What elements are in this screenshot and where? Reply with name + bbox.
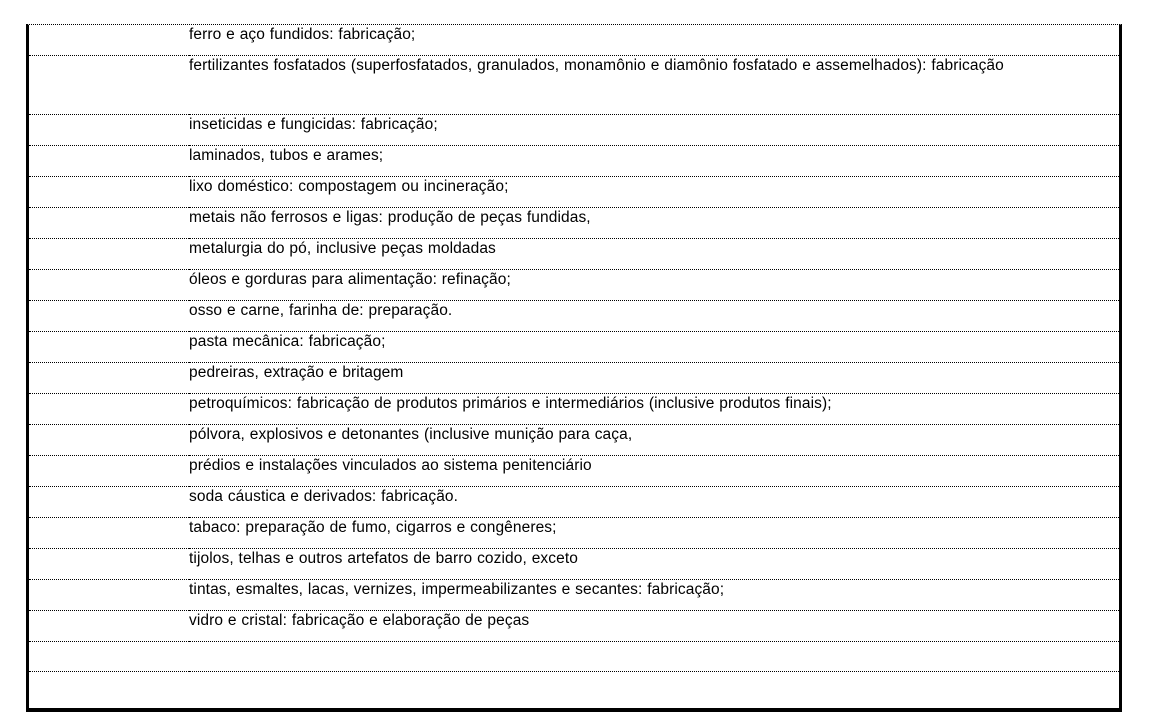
table-cell-label: [29, 56, 189, 115]
table-cell-label: [29, 332, 189, 363]
table-cell-label: [29, 487, 189, 518]
table-cell-label: [29, 146, 189, 177]
table-row: [29, 394, 1119, 425]
table-row: [29, 146, 1119, 177]
table-cell-label: [29, 115, 189, 146]
table-cell-activity: [189, 301, 1119, 332]
table-cell-label: [29, 425, 189, 456]
table-cell-activity: [189, 394, 1119, 425]
table-cell-activity: [189, 363, 1119, 394]
table-cell-label: [29, 456, 189, 487]
table-cell-label: [29, 177, 189, 208]
table-cell-label: [29, 642, 189, 672]
table-row: [29, 518, 1119, 549]
activity-text: metais não ferrosos e ligas: produção de peças fundidas,: [189, 209, 591, 226]
table-cell-label: [29, 611, 189, 642]
activity-text: osso e carne, farinha de: preparação.: [189, 302, 453, 319]
activity-text: lixo doméstico: compostagem ou incineração;: [189, 178, 509, 195]
activity-text: vidro e cristal: fabricação e elaboração de peças: [189, 612, 530, 629]
table-cell-label: [29, 363, 189, 394]
table-row: [29, 208, 1119, 239]
activity-text: tabaco: preparação de fumo, cigarros e congêneres;: [189, 519, 557, 536]
activity-text: tintas, esmaltes, lacas, vernizes, impermeabilizantes e secantes: fabricação;: [189, 581, 725, 598]
table-cell-activity: [189, 642, 1119, 672]
activity-text: laminados, tubos e arames;: [189, 147, 384, 164]
table-cell-activity: [189, 270, 1119, 301]
activity-text: pedreiras, extração e britagem: [189, 364, 404, 381]
table-cell-activity: [189, 580, 1119, 611]
table-cell-activity: [189, 56, 1119, 115]
table-cell-activity: [189, 611, 1119, 642]
table-row: [29, 332, 1119, 363]
table-cell-label: [29, 270, 189, 301]
activity-text: ferro e aço fundidos: fabricação;: [189, 26, 416, 43]
table-cell-activity: [189, 456, 1119, 487]
table-row: [29, 115, 1119, 146]
table-row: [29, 56, 1119, 115]
activities-table-body: [29, 25, 1119, 708]
table-row: [29, 642, 1119, 672]
activity-text: soda cáustica e derivados: fabricação.: [189, 488, 459, 505]
table-cell-label: [29, 549, 189, 580]
activities-table-container: [26, 24, 1122, 712]
activity-text: óleos e gorduras para alimentação: refinação;: [189, 271, 511, 288]
table-cell-activity: [189, 208, 1119, 239]
table-row: [29, 456, 1119, 487]
activity-text: metalurgia do pó, inclusive peças moldadas: [189, 240, 496, 257]
table-cell-activity: [189, 146, 1119, 177]
table-cell-label: [29, 239, 189, 270]
table-cell-label: [29, 394, 189, 425]
table-cell-label: [29, 301, 189, 332]
activity-text: prédios e instalações vinculados ao sistema penitenciário: [189, 457, 592, 474]
table-cell-activity: [189, 177, 1119, 208]
table-row: [29, 580, 1119, 611]
table-cell-activity: [189, 25, 1119, 56]
table-cell-activity: [189, 332, 1119, 363]
table-row: [29, 487, 1119, 518]
table-row: [29, 549, 1119, 580]
table-row: [29, 425, 1119, 456]
activity-text: pólvora, explosivos e detonantes (inclusive munição para caça,: [189, 426, 633, 443]
activity-text: tijolos, telhas e outros artefatos de barro cozido, exceto: [189, 550, 578, 567]
table-cell-label: [29, 580, 189, 611]
table-row: [29, 177, 1119, 208]
activity-text: petroquímicos: fabricação de produtos primários e intermediários (inclusive produtos finais);: [189, 395, 832, 412]
table-row: [29, 25, 1119, 56]
activity-text: inseticidas e fungicidas: fabricação;: [189, 116, 438, 133]
table-cell-activity: [189, 549, 1119, 580]
table-cell-activity: [189, 115, 1119, 146]
table-cell-label: [29, 25, 189, 56]
table-row: [29, 363, 1119, 394]
table-row: [29, 301, 1119, 332]
table-cell-label: [29, 518, 189, 549]
table-cell-label: [29, 208, 189, 239]
activities-table: [29, 25, 1119, 708]
table-row: [29, 611, 1119, 642]
table-row: [29, 270, 1119, 301]
activity-text: fertilizantes fosfatados (superfosfatados, granulados, monamônio e diamônio fosfatado e assemelhados): fabricação: [189, 57, 1004, 74]
activity-text: pasta mecânica: fabricação;: [189, 333, 386, 350]
table-cell-activity: [189, 518, 1119, 549]
table-row: [29, 239, 1119, 270]
table-cell-activity: [189, 425, 1119, 456]
table-cell-activity: [189, 487, 1119, 518]
table-cell-activity: [189, 239, 1119, 270]
